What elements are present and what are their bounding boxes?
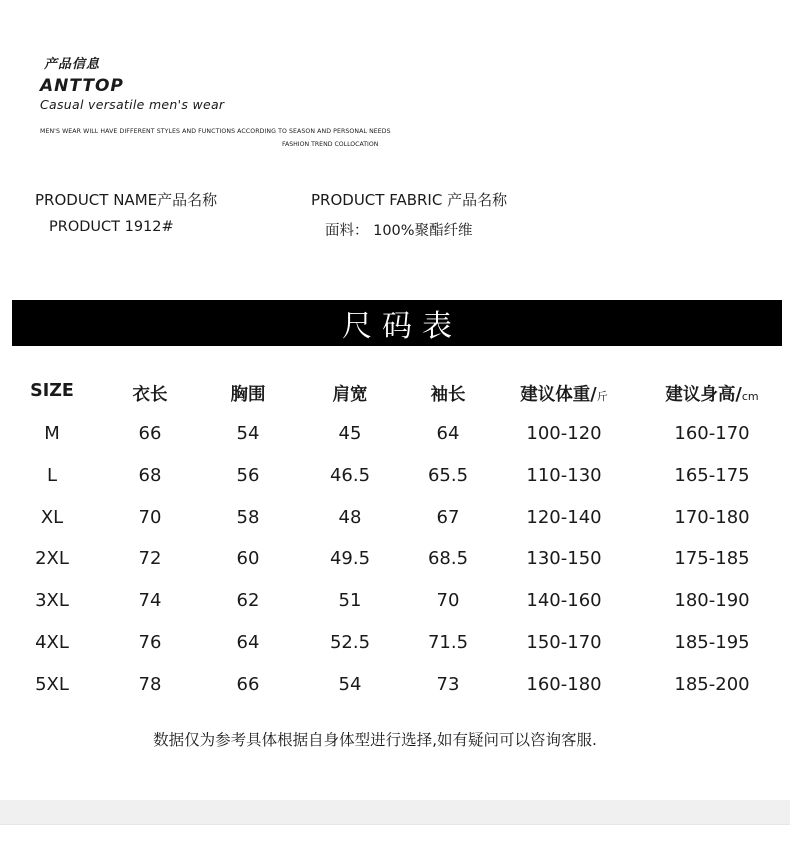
cell-chest: 62 — [236, 590, 260, 611]
cell-shoulder: 45 — [338, 423, 362, 444]
header-size — [30, 381, 74, 401]
cell-length: 72 — [138, 548, 162, 569]
cell-length: 68 — [138, 465, 162, 486]
cell-shoulder: 46.5 — [329, 465, 371, 486]
cell-chest: 58 — [236, 507, 260, 528]
header-chest — [231, 381, 266, 406]
cell-height: 185-200 — [674, 674, 750, 695]
cell-weight: 100-120 — [526, 423, 602, 444]
cell-size: M — [44, 423, 60, 444]
cell-chest: 66 — [236, 674, 260, 695]
header-shoulder — [333, 381, 368, 406]
cell-height: 180-190 — [674, 590, 750, 611]
product-fabric-label: PRODUCT FABRIC 产品名称 — [311, 191, 508, 209]
bottom-divider-line — [0, 824, 790, 825]
cell-weight: 120-140 — [526, 507, 602, 528]
cell-shoulder: 51 — [338, 590, 362, 611]
cell-length: 74 — [138, 590, 162, 611]
header-label: 胸围 — [230, 385, 266, 405]
cell-sleeve: 68.5 — [427, 548, 469, 569]
cell-length: 78 — [138, 674, 162, 695]
cell-height: 175-185 — [674, 548, 750, 569]
weight-unit: 斤 — [596, 390, 608, 403]
cell-weight: 150-170 — [526, 632, 602, 653]
product-name-label: PRODUCT NAME产品名称 — [35, 191, 218, 209]
cell-sleeve: 73 — [436, 674, 460, 695]
fine-print-line-1: MEN'S WEAR WILL HAVE DIFFERENT STYLES AND FUNCTIONS ACCORDING TO SEASON AND PERSONAL NEEDS — [40, 128, 391, 135]
header-label: 建议体重/ — [520, 385, 597, 405]
cell-chest: 60 — [236, 548, 260, 569]
cell-shoulder: 52.5 — [329, 632, 371, 653]
cell-size: XL — [40, 507, 64, 528]
header-label: 肩宽 — [332, 385, 368, 405]
header-length — [133, 381, 168, 406]
cell-chest: 64 — [236, 632, 260, 653]
header-height — [665, 381, 758, 406]
cell-weight: 110-130 — [526, 465, 602, 486]
cell-height: 160-170 — [674, 423, 750, 444]
cell-size: L — [46, 465, 58, 486]
header-weight — [520, 381, 607, 406]
product-name-value: PRODUCT 1912# — [49, 219, 174, 235]
cell-height: 165-175 — [674, 465, 750, 486]
cell-chest: 56 — [236, 465, 260, 486]
cell-shoulder: 48 — [338, 507, 362, 528]
cell-height: 170-180 — [674, 507, 750, 528]
banner-title: 尺码表 — [342, 309, 462, 344]
cell-shoulder: 49.5 — [329, 548, 371, 569]
cell-sleeve: 64 — [436, 423, 460, 444]
cell-weight: 140-160 — [526, 590, 602, 611]
cell-sleeve: 65.5 — [427, 465, 469, 486]
header-label: 袖长 — [430, 385, 466, 405]
size-chart-banner — [12, 300, 782, 346]
cell-sleeve: 71.5 — [427, 632, 469, 653]
cell-weight: 130-150 — [526, 548, 602, 569]
height-unit: cm — [741, 390, 759, 403]
cell-length: 70 — [138, 507, 162, 528]
header-label: SIZE — [30, 381, 74, 401]
cell-sleeve: 70 — [436, 590, 460, 611]
cell-height: 185-195 — [674, 632, 750, 653]
header-sleeve — [431, 381, 466, 406]
header-label: 建议身高/ — [665, 385, 742, 405]
product-fabric-value: 面料： 100%聚酯纤维 — [325, 223, 473, 239]
bottom-divider-band — [0, 800, 790, 824]
header-label: 衣长 — [132, 385, 168, 405]
fine-print-line-2: FASHION TREND COLLOCATION — [282, 141, 379, 148]
cell-shoulder: 54 — [338, 674, 362, 695]
cell-sleeve: 67 — [436, 507, 460, 528]
cell-chest: 54 — [236, 423, 260, 444]
cell-size: 3XL — [35, 590, 69, 611]
cell-size: 2XL — [35, 548, 69, 569]
brand-name: ANTTOP — [40, 76, 124, 96]
cell-length: 66 — [138, 423, 162, 444]
cell-weight: 160-180 — [526, 674, 602, 695]
cell-length: 76 — [138, 632, 162, 653]
cell-size: 5XL — [35, 674, 69, 695]
brand-cn-title: 产品信息 — [44, 57, 101, 72]
brand-tagline: Casual versatile men's wear — [40, 97, 225, 112]
cell-size: 4XL — [35, 632, 69, 653]
size-note: 数据仅为参考具体根据自身体型进行选择,如有疑问可以咨询客服. — [153, 731, 597, 749]
